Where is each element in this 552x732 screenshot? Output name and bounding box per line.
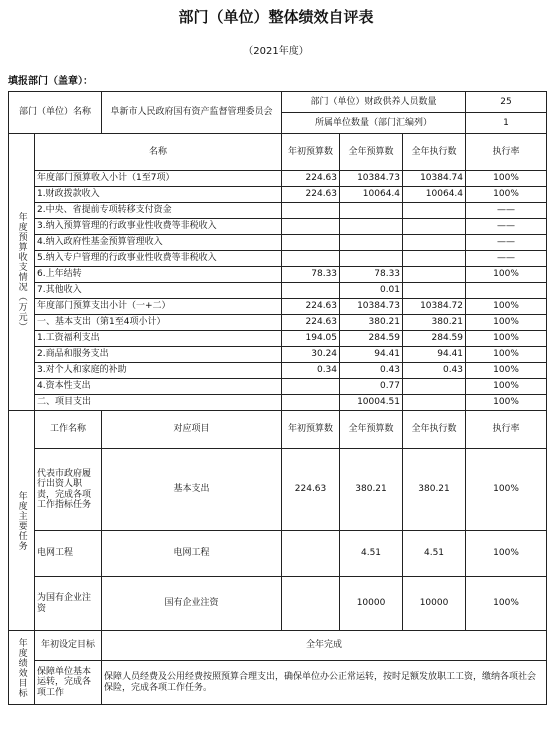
table-row: 一、基本支出（第1至4项小计） 224.63 380.21 380.21 100%: [9, 315, 547, 331]
table-row: 二、项目支出 10004.51 100%: [9, 395, 547, 411]
header-row-1: [9, 92, 547, 113]
table-row: 7.其他收入 0.01: [9, 283, 547, 299]
table-row: 为国有企业注资 国有企业注资 10000 10000 100%: [9, 577, 547, 631]
table-row: 4.资本性支出 0.77 100%: [9, 379, 547, 395]
tasks-header-row: [9, 411, 547, 449]
table-row: [9, 661, 547, 705]
table-row: 4.纳入政府性基金预算管理收入 ——: [9, 235, 547, 251]
table-row: 5.纳入专户管理的行政事业性收费等非税收入 ——: [9, 251, 547, 267]
goal-result: 保障人员经费及公用经费按照预算合理支出，确保单位办公正常运转，按时足额发放职工工资，缴纳各项社会保险，完成各项工作任务。: [102, 661, 547, 705]
col-name: 名称: [35, 134, 282, 171]
table-row: 3.对个人和家庭的补助 0.34 0.43 0.43 100%: [9, 363, 547, 379]
table-row: 1.工资福利支出 194.05 284.59 284.59 100%: [9, 331, 547, 347]
page-title: 部门（单位）整体绩效自评表: [178, 8, 374, 26]
col-initial: 年初预算数: [282, 134, 340, 171]
table-row: 年度部门预算支出小计（一+二） 224.63 10384.73 10384.72 100%: [9, 299, 547, 315]
col-task-initial: 年初预算数: [282, 411, 340, 449]
table-row: 代表市政府履行出资人职责，完成各项工作指标任务 基本支出 224.63 380.21 380.21 100%: [9, 449, 547, 531]
dept-name: 阜新市人民政府国有资产监督管理委员会: [102, 92, 282, 134]
budget-section-label: 年度预算收支情况（万元）: [9, 134, 35, 411]
col-task-rate: 执行率: [466, 411, 547, 449]
goals-header-row: [9, 631, 547, 661]
staff-value: 25: [466, 92, 547, 113]
sub-value: 1: [466, 113, 547, 134]
table-row: 3.纳入预算管理的行政事业性收费等非税收入 ——: [9, 219, 547, 235]
planned-label: 年初设定目标: [35, 631, 102, 661]
budget-header-row: [9, 134, 547, 171]
col-exec: 全年执行数: [403, 134, 466, 171]
col-task-full: 全年预算数: [340, 411, 403, 449]
dept-label: 部门（单位）名称: [9, 92, 102, 134]
staff-label: 部门（单位）财政供养人员数量: [282, 92, 466, 113]
table-row: 2.中央、省提前专项转移支付资金 ——: [9, 203, 547, 219]
table-row: 年度部门预算收入小计（1至7项） 224.63 10384.73 10384.74 100%: [9, 171, 547, 187]
table-row: 6.上年结转 78.33 78.33 100%: [9, 267, 547, 283]
col-task: 工作名称: [35, 411, 102, 449]
table-row: 2.商品和服务支出 30.24 94.41 94.41 100%: [9, 347, 547, 363]
completed-label: 全年完成: [102, 631, 547, 661]
tasks-section-label: 年度主要任务: [9, 411, 35, 631]
goals-section-label: 年度绩效目标: [9, 631, 35, 705]
col-project: 对应项目: [102, 411, 282, 449]
fill-unit-label: 填报部门（盖章）：: [8, 76, 93, 87]
table-row: 电网工程 电网工程 4.51 4.51 100%: [9, 531, 547, 577]
page-subtitle: （2021年度）: [243, 46, 309, 57]
col-full: 全年预算数: [340, 134, 403, 171]
col-task-exec: 全年执行数: [403, 411, 466, 449]
col-rate: 执行率: [466, 134, 547, 171]
table-row: 1.财政拨款收入 224.63 10064.4 10064.4 100%: [9, 187, 547, 203]
sub-label: 所属单位数量（部门汇编列）: [282, 113, 466, 134]
evaluation-table: [8, 91, 547, 705]
goal-target: 保障单位基本运转，完成各项工作: [35, 661, 102, 705]
